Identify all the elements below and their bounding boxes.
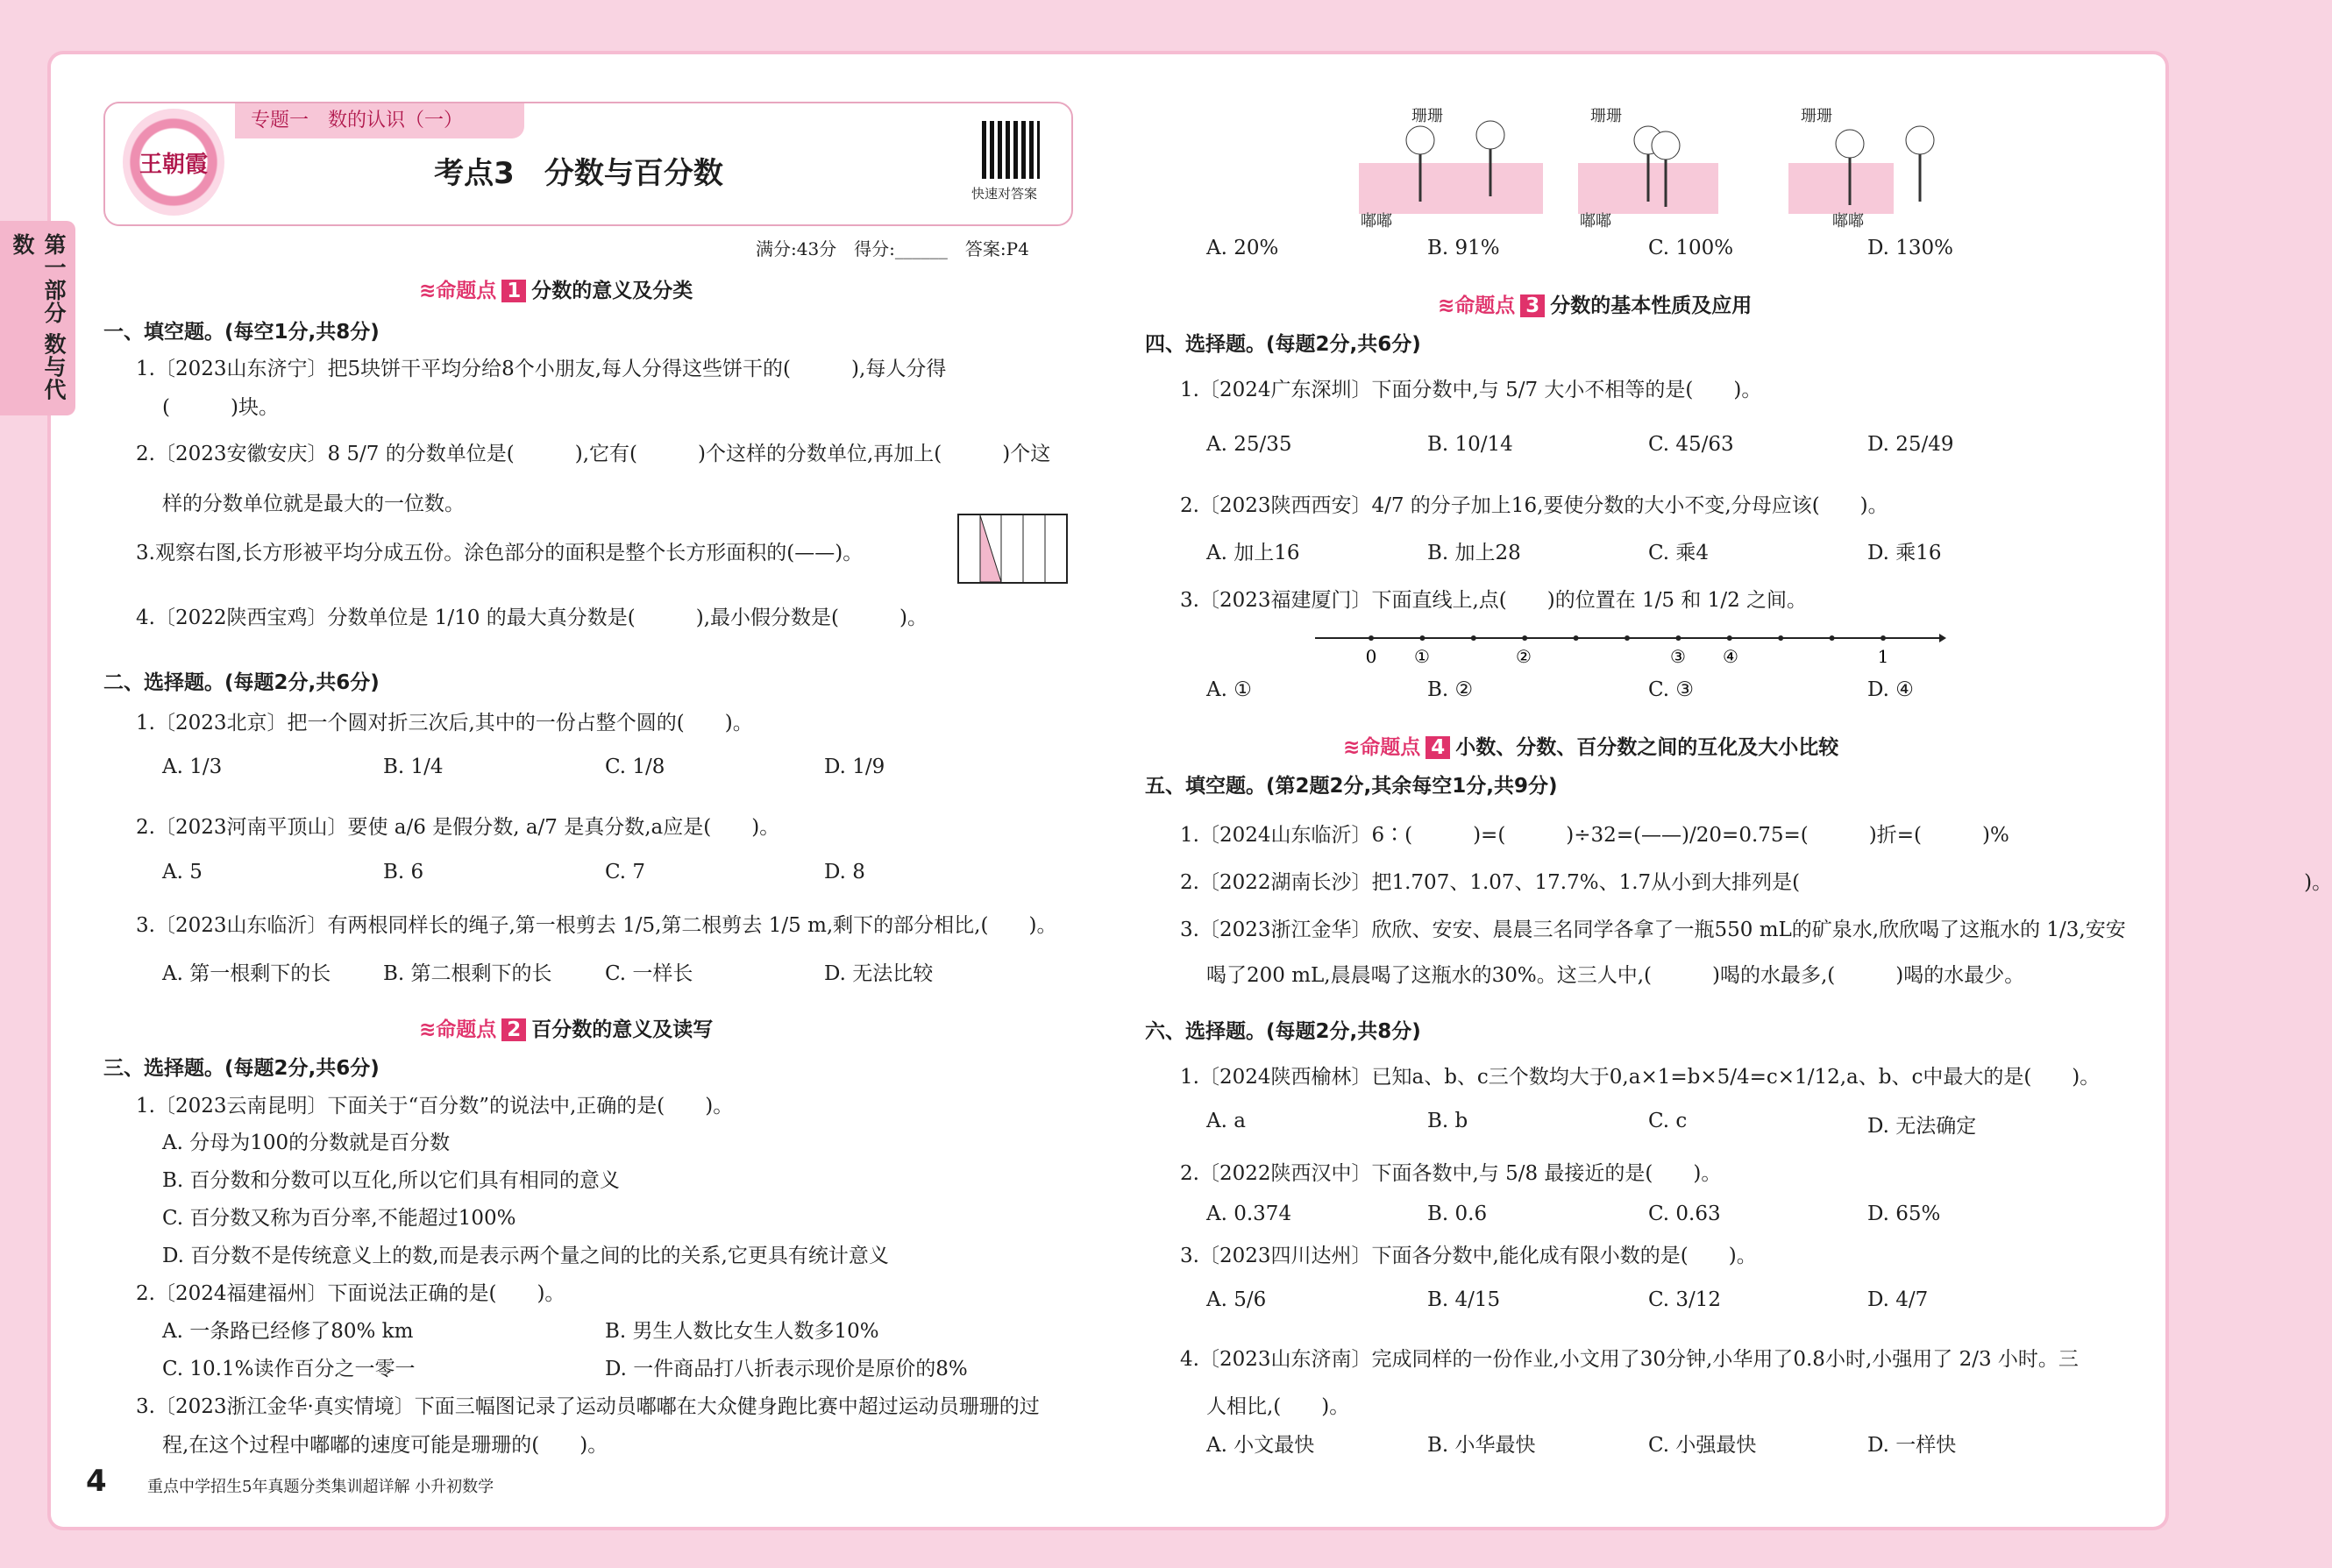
number-line-tick: [1881, 635, 1886, 641]
q11-opt-b[interactable]: B. 10/14: [1427, 433, 1513, 456]
score-line: 满分:43分 得分:______ 答案:P4: [756, 238, 1029, 259]
number-line-tick: [1675, 635, 1681, 641]
q6-opt-d[interactable]: D. 8: [824, 861, 865, 883]
q10-opt-d[interactable]: D. 130%: [1867, 237, 1953, 259]
q8-opt-b[interactable]: B. 百分数和分数可以互化,所以它们具有相同的意义: [162, 1169, 620, 1192]
q2-line1: 2.〔2023安徽安庆〕8 5/7 的分数单位是( ),它有( )个这样的分数单位,再加上( )个这: [136, 443, 1051, 465]
q19: 3.〔2023四川达州〕下面各分数中,能化成有限小数的是( )。: [1180, 1245, 1757, 1267]
q11-opt-c[interactable]: C. 45/63: [1648, 433, 1734, 456]
q17-opt-a[interactable]: A. a: [1206, 1110, 1246, 1132]
q11-opt-d[interactable]: D. 25/49: [1867, 433, 1954, 456]
page-number: 4: [86, 1464, 107, 1499]
q9: 2.〔2024福建福州〕下面说法正确的是( )。: [136, 1282, 565, 1305]
q13: 3.〔2023福建厦门〕下面直线上,点( )的位置在 1/5 和 1/2 之间。: [1180, 589, 1808, 612]
runner-label: 珊珊: [1411, 107, 1443, 125]
q20-opt-c[interactable]: C. 小强最快: [1648, 1434, 1757, 1457]
q19-opt-c[interactable]: C. 3/12: [1648, 1288, 1722, 1311]
q20-line2: 人相比,( )。: [1206, 1395, 1350, 1418]
q13-opt-c[interactable]: C. ③: [1648, 678, 1695, 701]
q15: 2.〔2022湖南长沙〕把1.707、1.07、17.7%、1.7从小到大排列是( )。: [1180, 871, 2332, 894]
q3-rectangle-figure: [957, 514, 1068, 584]
q9-opt-c[interactable]: C. 10.1%读作百分之一零一: [162, 1358, 416, 1380]
q10-opt-a[interactable]: A. 20%: [1206, 237, 1279, 259]
number-line-label: ③: [1670, 646, 1686, 667]
section-4: 四、选择题。(每题2分,共6分): [1145, 333, 1421, 356]
logo: 王朝霞: [123, 109, 224, 216]
running-figure-1: [1359, 105, 1543, 245]
footer-text: 重点中学招生5年真题分类集训超详解 小升初数学: [147, 1478, 494, 1496]
q12: 2.〔2023陕西西安〕4/7 的分子加上16,要使分数的大小不变,分母应该( )。: [1180, 494, 1888, 517]
runner-label: 嘟嘟: [1580, 212, 1611, 231]
q1-line2: ( )块。: [162, 396, 279, 419]
number-line-label: 0: [1365, 646, 1377, 667]
number-line: [1315, 628, 1946, 671]
number-line-label: ④: [1723, 646, 1738, 667]
q2-line2: 样的分数单位就是最大的一位数。: [162, 493, 465, 515]
q19-opt-d[interactable]: D. 4/7: [1867, 1288, 1929, 1311]
number-line-tick: [1574, 635, 1579, 641]
q14: 1.〔2024山东临沂〕6∶( )=( )÷32=(——)/20=0.75=( )折=( )%: [1180, 824, 2009, 847]
q7-opt-b[interactable]: B. 第二根剩下的长: [383, 962, 552, 985]
q13-opt-b[interactable]: B. ②: [1427, 678, 1474, 701]
q13-opt-a[interactable]: A. ①: [1206, 678, 1252, 701]
q5-opt-c[interactable]: C. 1/8: [605, 756, 665, 778]
q4: 4.〔2022陕西宝鸡〕分数单位是 1/10 的最大真分数是( ),最小假分数是( )。: [136, 607, 928, 629]
q3: 3.观察右图,长方形被平均分成五份。涂色部分的面积是整个长方形面积的(——)。: [136, 542, 864, 564]
q10-opt-c[interactable]: C. 100%: [1648, 237, 1734, 259]
number-line-label: 1: [1877, 646, 1889, 667]
number-line-tick: [1522, 635, 1527, 641]
q8-opt-c[interactable]: C. 百分数又称为百分率,不能超过100%: [162, 1207, 516, 1230]
number-line-tick: [1830, 635, 1835, 641]
q18: 2.〔2022陕西汉中〕下面各数中,与 5/8 最接近的是( )。: [1180, 1162, 1722, 1185]
runner-label: 珊珊: [1801, 107, 1832, 125]
q20-opt-b[interactable]: B. 小华最快: [1427, 1434, 1536, 1457]
q10-opt-b[interactable]: B. 91%: [1427, 237, 1500, 259]
q10-line2: 程,在这个过程中嘟嘟的速度可能是珊珊的( )。: [162, 1434, 608, 1457]
number-line-tick: [1369, 635, 1374, 641]
q17: 1.〔2024陕西榆林〕已知a、b、c三个数均大于0,a×1=b×5/4=c×1/12,a、b、c中最大的是( )。: [1180, 1066, 2101, 1089]
q12-opt-d[interactable]: D. 乘16: [1867, 542, 1942, 564]
runner-label: 嘟嘟: [1361, 212, 1392, 231]
number-line-tick: [1471, 635, 1476, 641]
q10-line1: 3.〔2023浙江金华·真实情境〕下面三幅图记录了运动员嘟嘟在大众健身跑比赛中超过运动员珊珊的过: [136, 1395, 1040, 1418]
q18-opt-d[interactable]: D. 65%: [1867, 1203, 1941, 1225]
q5-opt-a[interactable]: A. 1/3: [162, 756, 223, 778]
q5-opt-b[interactable]: B. 1/4: [383, 756, 444, 778]
number-line-tick: [1727, 635, 1732, 641]
q20-line1: 4.〔2023山东济南〕完成同样的一份作业,小文用了30分钟,小华用了0.8小时,小强用了 2/3 小时。三: [1180, 1348, 2079, 1371]
section-6: 六、选择题。(每题2分,共8分): [1145, 1020, 1421, 1043]
qr-code-icon[interactable]: [982, 121, 1040, 179]
q6: 2.〔2023河南平顶山〕要使 a/6 是假分数, a/7 是真分数,a应是( )。: [136, 816, 780, 839]
q12-opt-a[interactable]: A. 加上16: [1206, 542, 1300, 564]
page-paper: [51, 54, 2165, 1527]
q8: 1.〔2023云南昆明〕下面关于“百分数”的说法中,正确的是( )。: [136, 1095, 734, 1117]
q9-opt-a[interactable]: A. 一条路已经修了80% km: [162, 1320, 414, 1343]
q19-opt-a[interactable]: A. 5/6: [1206, 1288, 1267, 1311]
q12-opt-b[interactable]: B. 加上28: [1427, 542, 1521, 564]
number-line-label: ②: [1516, 646, 1532, 667]
q16-line2: 喝了200 mL,晨晨喝了这瓶水的30%。这三人中,( )喝的水最多,( )喝的水最少。: [1206, 964, 2025, 987]
q19-opt-b[interactable]: B. 4/15: [1427, 1288, 1501, 1311]
q20-opt-d[interactable]: D. 一样快: [1867, 1434, 1957, 1457]
q16-line1: 3.〔2023浙江金华〕欣欣、安安、晨晨三名同学各拿了一瓶550 mL的矿泉水,欣欣喝了这瓶水的 1/3,安安: [1180, 919, 2126, 941]
q17-opt-d[interactable]: D. 无法确定: [1867, 1115, 1977, 1138]
topic-tag-3: ≋命题点 3 分数的基本性质及应用: [1438, 294, 1753, 317]
running-figure-3: [1788, 105, 1973, 245]
running-figure-2: [1578, 105, 1762, 245]
q1-line1: 1.〔2023山东济宁〕把5块饼干平均分给8个小朋友,每人分得这些饼干的( ),每人分得: [136, 358, 947, 380]
q6-opt-b[interactable]: B. 6: [383, 861, 424, 883]
topic-tag-2: ≋命题点 2 百分数的意义及读写: [419, 1018, 714, 1041]
section-5: 五、填空题。(第2题2分,其余每空1分,共9分): [1145, 775, 1558, 798]
number-line-tick: [1625, 635, 1630, 641]
q6-opt-c[interactable]: C. 7: [605, 861, 646, 883]
q8-opt-d[interactable]: D. 百分数不是传统意义上的数,而是表示两个量之间的比的关系,它更具有统计意义: [162, 1245, 889, 1267]
side-tab: 第一部分 数与代数: [0, 221, 75, 415]
q18-opt-b[interactable]: B. 0.6: [1427, 1203, 1488, 1225]
section-1: 一、填空题。(每空1分,共8分): [103, 321, 380, 344]
section-3: 三、选择题。(每题2分,共6分): [103, 1057, 380, 1080]
q18-opt-c[interactable]: C. 0.63: [1648, 1203, 1721, 1225]
breadcrumb: 专题一 数的认识（一）: [235, 103, 524, 138]
section-2: 二、选择题。(每题2分,共6分): [103, 671, 380, 694]
runner-label: 嘟嘟: [1832, 212, 1864, 231]
q17-opt-c[interactable]: C. c: [1648, 1110, 1688, 1132]
q11: 1.〔2024广东深圳〕下面分数中,与 5/7 大小不相等的是( )。: [1180, 379, 1762, 401]
runner-label: 珊珊: [1590, 107, 1622, 125]
q17-opt-b[interactable]: B. b: [1427, 1110, 1468, 1132]
q20-opt-a[interactable]: A. 小文最快: [1206, 1434, 1315, 1457]
header: [103, 102, 1073, 226]
number-line-tick: [1419, 635, 1425, 641]
q7: 3.〔2023山东临沂〕有两根同样长的绳子,第一根剪去 1/5,第二根剪去 1/5 m,剩下的部分相比,( )。: [136, 914, 1057, 937]
q8-opt-a[interactable]: A. 分母为100的分数就是百分数: [162, 1132, 451, 1154]
number-line-tick: [1778, 635, 1783, 641]
topic-tag-1: ≋命题点 1 分数的意义及分类: [419, 280, 693, 302]
page-title: 考点3 分数与百分数: [434, 156, 723, 191]
q18-opt-a[interactable]: A. 0.374: [1206, 1203, 1292, 1225]
q11-opt-a[interactable]: A. 25/35: [1206, 433, 1292, 456]
q9-opt-d[interactable]: D. 一件商品打八折表示现价是原价的8%: [605, 1358, 968, 1380]
q7-opt-a[interactable]: A. 第一根剩下的长: [162, 962, 331, 985]
qr-label: 快速对答案: [971, 186, 1038, 202]
topic-tag-4: ≋命题点 4 小数、分数、百分数之间的互化及大小比较: [1343, 736, 1839, 759]
number-line-label: ①: [1414, 646, 1430, 667]
q7-opt-d[interactable]: D. 无法比较: [824, 962, 934, 985]
q13-opt-d[interactable]: D. ④: [1867, 678, 1914, 701]
q5: 1.〔2023北京〕把一个圆对折三次后,其中的一份占整个圆的( )。: [136, 712, 753, 734]
q6-opt-a[interactable]: A. 5: [162, 861, 203, 883]
q7-opt-c[interactable]: C. 一样长: [605, 962, 693, 985]
q5-opt-d[interactable]: D. 1/9: [824, 756, 885, 778]
q12-opt-c[interactable]: C. 乘4: [1648, 542, 1710, 564]
q9-opt-b[interactable]: B. 男生人数比女生人数多10%: [605, 1320, 879, 1343]
